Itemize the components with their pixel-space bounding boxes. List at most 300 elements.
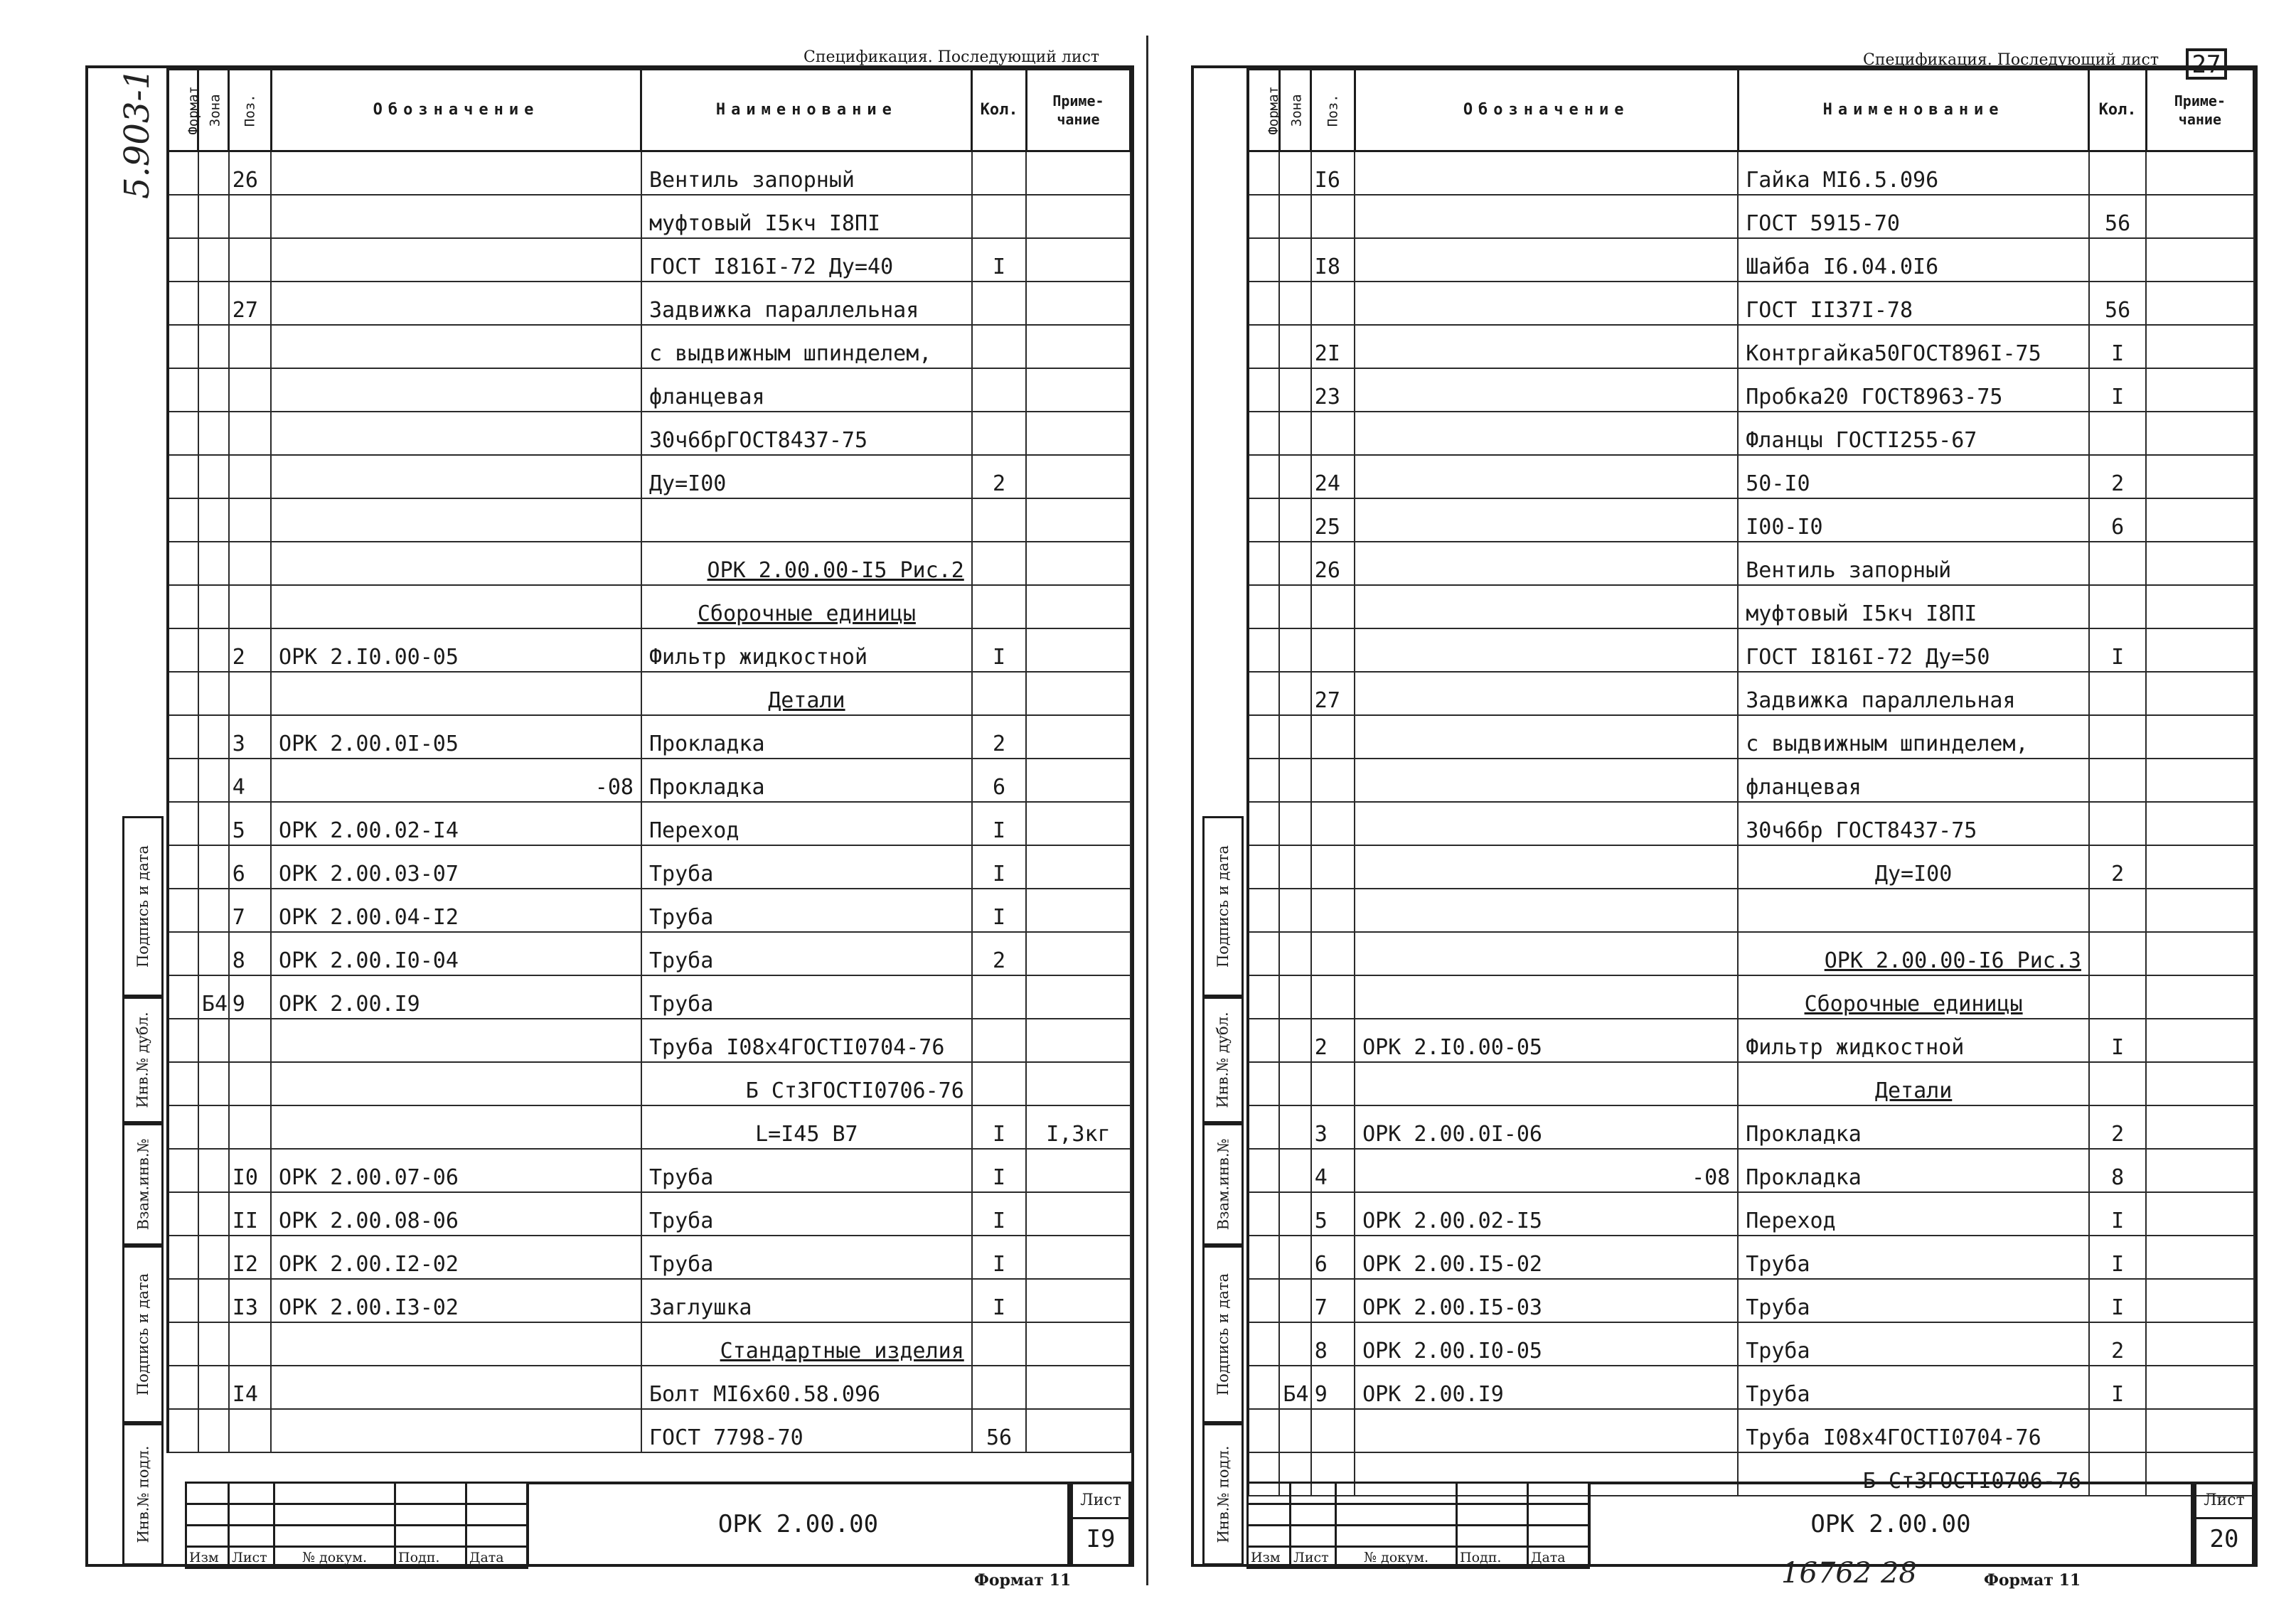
designation-cell	[1355, 498, 1738, 542]
table-row	[168, 1322, 1131, 1366]
pos-cell: 27	[229, 282, 271, 325]
name-cell: Контргайка50ГОСТ896I-75	[1738, 325, 2089, 368]
note-cell	[1026, 325, 1130, 368]
format-cell	[1248, 1019, 1279, 1062]
designation-cell	[1355, 845, 1738, 889]
zone-cell	[1279, 1062, 1310, 1105]
format-cell	[168, 542, 198, 585]
name-cell: 50-I0	[1738, 455, 2089, 498]
format-cell	[1248, 1062, 1279, 1105]
note-cell	[2146, 759, 2253, 802]
qty-cell	[2089, 715, 2146, 759]
designation-cell	[1355, 759, 1738, 802]
zone-cell	[1279, 1149, 1310, 1192]
format-cell	[168, 1322, 198, 1366]
note-cell	[1026, 715, 1130, 759]
format-cell	[1248, 282, 1279, 325]
table-row	[168, 1409, 1131, 1452]
pos-cell: 2	[1311, 1019, 1355, 1062]
pos-cell: 2	[229, 628, 271, 672]
name-cell: Труба	[1738, 1366, 2089, 1409]
format-cell	[168, 412, 198, 455]
format-cell	[168, 1105, 198, 1149]
zone-cell	[198, 1279, 229, 1322]
zone-cell: Б4	[198, 975, 229, 1019]
left-sheet-number: I9	[1086, 1525, 1116, 1553]
name-cell: Вентиль запорный	[641, 151, 972, 195]
qty-cell	[972, 195, 1027, 238]
note-cell	[2146, 975, 2253, 1019]
note-cell	[2146, 1409, 2253, 1452]
name-cell: Фланцы ГОСТI255-67	[1738, 412, 2089, 455]
format-cell	[168, 715, 198, 759]
qty-cell: I	[2089, 1019, 2146, 1062]
qty-cell: 6	[2089, 498, 2146, 542]
right-spec-table	[1246, 68, 2255, 1496]
pos-cell	[229, 1409, 271, 1452]
pos-cell: 9	[229, 975, 271, 1019]
zone-cell	[198, 1062, 229, 1105]
pos-cell: 25	[1311, 498, 1355, 542]
format-cell	[168, 1019, 198, 1062]
zone-cell	[198, 1409, 229, 1452]
zone-cell	[198, 282, 229, 325]
name-text: Сборочные единицы	[697, 601, 916, 626]
qty-cell: I	[972, 1279, 1027, 1322]
name-cell: ГОСТ I816I-72 Ду=50	[1738, 628, 2089, 672]
table-row	[168, 1279, 1131, 1322]
right-hand-note: 16762 28	[1781, 1557, 1917, 1590]
name-cell: ГОСТ I816I-72 Ду=40	[641, 238, 972, 282]
name-cell: Пробка20 ГОСТ8963-75	[1738, 368, 2089, 412]
format-cell	[168, 1192, 198, 1236]
table-row	[1248, 412, 2254, 455]
tb-date: Дата	[1528, 1547, 1589, 1568]
table-row	[168, 889, 1131, 932]
note-cell	[1026, 1409, 1130, 1452]
zone-cell	[1279, 628, 1310, 672]
table-row	[1248, 932, 2254, 975]
pos-cell: 3	[229, 715, 271, 759]
qty-cell	[2089, 932, 2146, 975]
table-row	[1248, 1105, 2254, 1149]
name-cell: Труба I08х4ГОСТI0704-76	[641, 1019, 972, 1062]
tb-list: Лист	[1291, 1547, 1336, 1568]
designation-cell	[271, 195, 641, 238]
table-row	[1248, 1149, 2254, 1192]
note-cell	[2146, 802, 2253, 845]
zone-cell	[1279, 282, 1310, 325]
designation-cell	[271, 542, 641, 585]
table-row	[168, 585, 1131, 628]
pos-cell: 27	[1311, 672, 1355, 715]
format-cell	[168, 759, 198, 802]
qty-cell: 2	[972, 932, 1027, 975]
format-cell	[168, 195, 198, 238]
pos-cell: 7	[1311, 1279, 1355, 1322]
zone-cell	[1279, 1322, 1310, 1366]
col-note-header: Приме-чание	[2146, 70, 2253, 151]
name-text: ОРК 2.00.00-I5 Рис.2	[707, 558, 964, 583]
name-text: Стандартные изделия	[720, 1339, 964, 1364]
format-cell	[1248, 1192, 1279, 1236]
left-stamp-code: 5.903-1	[117, 68, 157, 199]
designation-cell: ОРК 2.00.I5-03	[1355, 1279, 1738, 1322]
zone-cell	[1279, 802, 1310, 845]
name-cell: ГОСТ II37I-78	[1738, 282, 2089, 325]
pos-cell	[1311, 412, 1355, 455]
qty-cell: I	[972, 845, 1027, 889]
table-row	[1248, 1062, 2254, 1105]
format-cell	[1248, 195, 1279, 238]
table-row	[1248, 151, 2254, 195]
format-cell	[168, 498, 198, 542]
table-row	[168, 1236, 1131, 1279]
designation-cell	[271, 238, 641, 282]
pos-cell: 3	[1311, 1105, 1355, 1149]
pos-cell	[1311, 759, 1355, 802]
name-cell: Задвижка параллельная	[641, 282, 972, 325]
format-cell	[168, 151, 198, 195]
note-cell	[1026, 845, 1130, 889]
designation-cell	[271, 1322, 641, 1366]
pos-cell: 26	[1311, 542, 1355, 585]
name-cell	[1738, 889, 2089, 932]
sidebar-podpis-1: Подпись и дата	[1202, 1246, 1244, 1423]
pos-cell: I6	[1311, 151, 1355, 195]
qty-cell: 56	[2089, 282, 2146, 325]
right-sheet-label: Лист	[2196, 1484, 2252, 1519]
table-row	[1248, 542, 2254, 585]
note-cell	[2146, 542, 2253, 585]
sidebar-podpis-2: Подпись и дата	[1202, 816, 1244, 997]
format-cell	[1248, 238, 1279, 282]
col-name-header: Наименование	[641, 70, 972, 151]
note-cell	[1026, 498, 1130, 542]
zone-cell	[198, 1366, 229, 1409]
right-doc-code: ОРК 2.00.00	[1588, 1482, 2194, 1567]
note-cell	[1026, 585, 1130, 628]
note-cell	[2146, 282, 2253, 325]
format-cell	[1248, 1322, 1279, 1366]
pos-cell	[229, 455, 271, 498]
pos-cell	[229, 195, 271, 238]
format-cell	[1248, 975, 1279, 1019]
table-row	[1248, 1279, 2254, 1322]
format-cell	[168, 1279, 198, 1322]
note-cell	[1026, 151, 1130, 195]
designation-cell: ОРК 2.00.0I-06	[1355, 1105, 1738, 1149]
zone-cell	[1279, 715, 1310, 759]
tb-list: Лист	[229, 1547, 274, 1568]
name-cell: 30ч6бр ГОСТ8437-75	[1738, 802, 2089, 845]
zone-cell	[1279, 151, 1310, 195]
pos-cell: 7	[229, 889, 271, 932]
designation-cell	[1355, 889, 1738, 932]
qty-cell	[2089, 585, 2146, 628]
table-row	[1248, 1019, 2254, 1062]
designation-cell: ОРК 2.00.0I-05	[271, 715, 641, 759]
name-cell: Болт MI6х60.58.096	[641, 1366, 972, 1409]
zone-cell	[198, 1149, 229, 1192]
table-row	[168, 672, 1131, 715]
designation-cell: ОРК 2.I0.00-05	[271, 628, 641, 672]
zone-cell	[1279, 1409, 1310, 1452]
note-cell	[2146, 672, 2253, 715]
note-cell	[1026, 628, 1130, 672]
zone-cell	[1279, 542, 1310, 585]
table-row	[168, 498, 1131, 542]
designation-cell	[1355, 802, 1738, 845]
designation-cell	[1355, 1409, 1738, 1452]
name-text: ОРК 2.00.00-I6 Рис.3	[1824, 948, 2081, 973]
zone-cell	[1279, 585, 1310, 628]
qty-cell	[972, 1019, 1027, 1062]
qty-cell: 6	[972, 759, 1027, 802]
table-row	[168, 932, 1131, 975]
pos-cell	[229, 1019, 271, 1062]
qty-cell: I	[972, 1149, 1027, 1192]
qty-cell: 2	[972, 715, 1027, 759]
name-cell: Труба	[641, 975, 972, 1019]
format-cell	[1248, 802, 1279, 845]
note-cell	[2146, 1019, 2253, 1062]
designation-cell	[1355, 672, 1738, 715]
note-cell	[1026, 672, 1130, 715]
note-cell	[2146, 932, 2253, 975]
note-cell	[2146, 1322, 2253, 1366]
zone-cell	[198, 889, 229, 932]
pos-cell: I3	[229, 1279, 271, 1322]
zone-cell	[1279, 975, 1310, 1019]
qty-cell	[2089, 802, 2146, 845]
format-cell	[1248, 1105, 1279, 1149]
name-text: Б Ст3ГОСТI0706-76	[745, 1078, 964, 1103]
table-row	[168, 412, 1131, 455]
note-cell	[2146, 325, 2253, 368]
name-text: Детали	[768, 688, 845, 713]
format-cell	[1248, 1236, 1279, 1279]
left-spec-table	[166, 68, 1131, 1453]
right-sheet-number-box	[2194, 1482, 2255, 1567]
note-cell	[2146, 195, 2253, 238]
table-row	[168, 715, 1131, 759]
pos-cell: 9	[1311, 1366, 1355, 1409]
pos-cell	[1311, 1409, 1355, 1452]
table-row	[168, 759, 1131, 802]
designation-cell	[1355, 195, 1738, 238]
table-row	[168, 238, 1131, 282]
format-cell	[168, 368, 198, 412]
name-cell: Задвижка параллельная	[1738, 672, 2089, 715]
format-cell	[1248, 628, 1279, 672]
table-row	[1248, 195, 2254, 238]
format-cell	[168, 585, 198, 628]
name-cell: Прокладка	[1738, 1149, 2089, 1192]
pos-cell	[1311, 802, 1355, 845]
sidebar-inv-dubl: Инв.№ дубл.	[122, 997, 164, 1123]
qty-cell	[972, 282, 1027, 325]
qty-cell: I	[2089, 1192, 2146, 1236]
format-cell	[168, 1149, 198, 1192]
note-cell	[2146, 412, 2253, 455]
qty-cell	[2089, 151, 2146, 195]
tb-date: Дата	[466, 1547, 528, 1568]
col-designation-header: Обозначение	[1355, 70, 1738, 151]
name-cell: Труба	[641, 932, 972, 975]
table-row	[168, 455, 1131, 498]
sidebar-inv-podl: Инв.№ подл.	[1202, 1423, 1244, 1565]
qty-cell	[2089, 672, 2146, 715]
designation-cell: ОРК 2.00.I9	[1355, 1366, 1738, 1409]
designation-cell: ОРК 2.00.I0-04	[271, 932, 641, 975]
pos-cell	[1311, 585, 1355, 628]
note-cell	[1026, 1236, 1130, 1279]
pos-cell	[229, 1062, 271, 1105]
zone-cell	[198, 498, 229, 542]
table-row	[1248, 368, 2254, 412]
designation-cell	[271, 455, 641, 498]
sidebar-podpis-2: Подпись и дата	[122, 816, 164, 997]
note-cell	[2146, 1279, 2253, 1322]
zone-cell	[198, 715, 229, 759]
pos-cell: I0	[229, 1149, 271, 1192]
name-cell	[641, 1322, 972, 1366]
pos-cell	[1311, 282, 1355, 325]
table-row	[168, 1105, 1131, 1149]
left-sheet	[0, 0, 1145, 1623]
note-cell	[2146, 1149, 2253, 1192]
name-cell: Переход	[1738, 1192, 2089, 1236]
format-cell	[1248, 1149, 1279, 1192]
note-cell	[1026, 1279, 1130, 1322]
pos-cell	[229, 325, 271, 368]
zone-cell	[1279, 889, 1310, 932]
note-cell	[2146, 238, 2253, 282]
pos-cell: 24	[1311, 455, 1355, 498]
format-cell	[168, 1236, 198, 1279]
pos-cell: 4	[229, 759, 271, 802]
pos-cell	[1311, 932, 1355, 975]
format-cell	[168, 932, 198, 975]
table-row	[168, 1192, 1131, 1236]
name-cell	[1738, 1062, 2089, 1105]
designation-cell	[271, 325, 641, 368]
pos-cell	[1311, 889, 1355, 932]
table-row	[168, 151, 1131, 195]
qty-cell	[972, 325, 1027, 368]
table-row	[168, 542, 1131, 585]
qty-cell: I	[972, 802, 1027, 845]
pos-cell	[229, 672, 271, 715]
designation-cell: ОРК 2.00.02-I4	[271, 802, 641, 845]
table-row	[1248, 715, 2254, 759]
name-cell: ГОСТ 5915-70	[1738, 195, 2089, 238]
format-cell	[1248, 498, 1279, 542]
col-zone-header: Зона	[198, 70, 229, 151]
name-cell: I00-I0	[1738, 498, 2089, 542]
name-cell: Труба	[1738, 1236, 2089, 1279]
table-row	[168, 1062, 1131, 1105]
format-cell	[1248, 889, 1279, 932]
format-cell	[1248, 715, 1279, 759]
zone-cell	[1279, 238, 1310, 282]
sidebar-podpis-1: Подпись и дата	[122, 1246, 164, 1423]
table-row	[1248, 889, 2254, 932]
designation-cell: ОРК 2.00.I5-02	[1355, 1236, 1738, 1279]
table-row	[1248, 759, 2254, 802]
qty-cell: I	[2089, 368, 2146, 412]
name-cell: Труба	[641, 1236, 972, 1279]
qty-cell	[972, 672, 1027, 715]
table-row	[1248, 1236, 2254, 1279]
name-cell: Прокладка	[641, 715, 972, 759]
format-cell	[168, 628, 198, 672]
designation-cell: ОРК 2.00.03-07	[271, 845, 641, 889]
zone-cell	[198, 1019, 229, 1062]
col-qty-header: Кол.	[2089, 70, 2146, 151]
name-cell: Вентиль запорный	[1738, 542, 2089, 585]
format-cell	[168, 975, 198, 1019]
qty-cell: I	[2089, 1236, 2146, 1279]
note-cell	[1026, 238, 1130, 282]
table-row	[1248, 325, 2254, 368]
table-row	[1248, 1409, 2254, 1452]
name-cell	[1738, 975, 2089, 1019]
designation-cell: -08	[1355, 1149, 1738, 1192]
pos-cell: 26	[229, 151, 271, 195]
col-pos-header: Поз.	[1311, 70, 1355, 151]
table-row	[1248, 1322, 2254, 1366]
left-sheet-header: Спецификация. Последующий лист	[803, 48, 1100, 66]
pos-cell: 5	[229, 802, 271, 845]
designation-cell	[271, 1366, 641, 1409]
designation-cell	[1355, 628, 1738, 672]
note-cell	[1026, 1322, 1130, 1366]
qty-cell: I	[972, 238, 1027, 282]
name-cell: 30ч6брГОСТ8437-75	[641, 412, 972, 455]
qty-cell	[2089, 238, 2146, 282]
format-cell	[1248, 542, 1279, 585]
note-cell	[1026, 195, 1130, 238]
name-cell: Фильтр жидкостной	[641, 628, 972, 672]
qty-cell	[972, 368, 1027, 412]
note-cell	[2146, 1366, 2253, 1409]
table-row	[168, 1149, 1131, 1192]
zone-cell	[1279, 845, 1310, 889]
table-row	[168, 325, 1131, 368]
table-row	[1248, 282, 2254, 325]
right-sheet-number: 20	[2209, 1525, 2239, 1553]
note-cell	[2146, 628, 2253, 672]
format-cell	[1248, 325, 1279, 368]
designation-cell	[1355, 238, 1738, 282]
zone-cell	[1279, 1105, 1310, 1149]
note-cell	[1026, 412, 1130, 455]
format-cell	[168, 1062, 198, 1105]
pos-cell: 4	[1311, 1149, 1355, 1192]
sidebar-inv-podl: Инв.№ подл.	[122, 1423, 164, 1565]
table-row	[1248, 498, 2254, 542]
note-cell	[2146, 368, 2253, 412]
zone-cell	[1279, 759, 1310, 802]
designation-cell: -08	[271, 759, 641, 802]
qty-cell: I	[972, 1192, 1027, 1236]
qty-cell: I	[2089, 1366, 2146, 1409]
pos-cell: 5	[1311, 1192, 1355, 1236]
pos-cell	[1311, 975, 1355, 1019]
pos-cell: 23	[1311, 368, 1355, 412]
